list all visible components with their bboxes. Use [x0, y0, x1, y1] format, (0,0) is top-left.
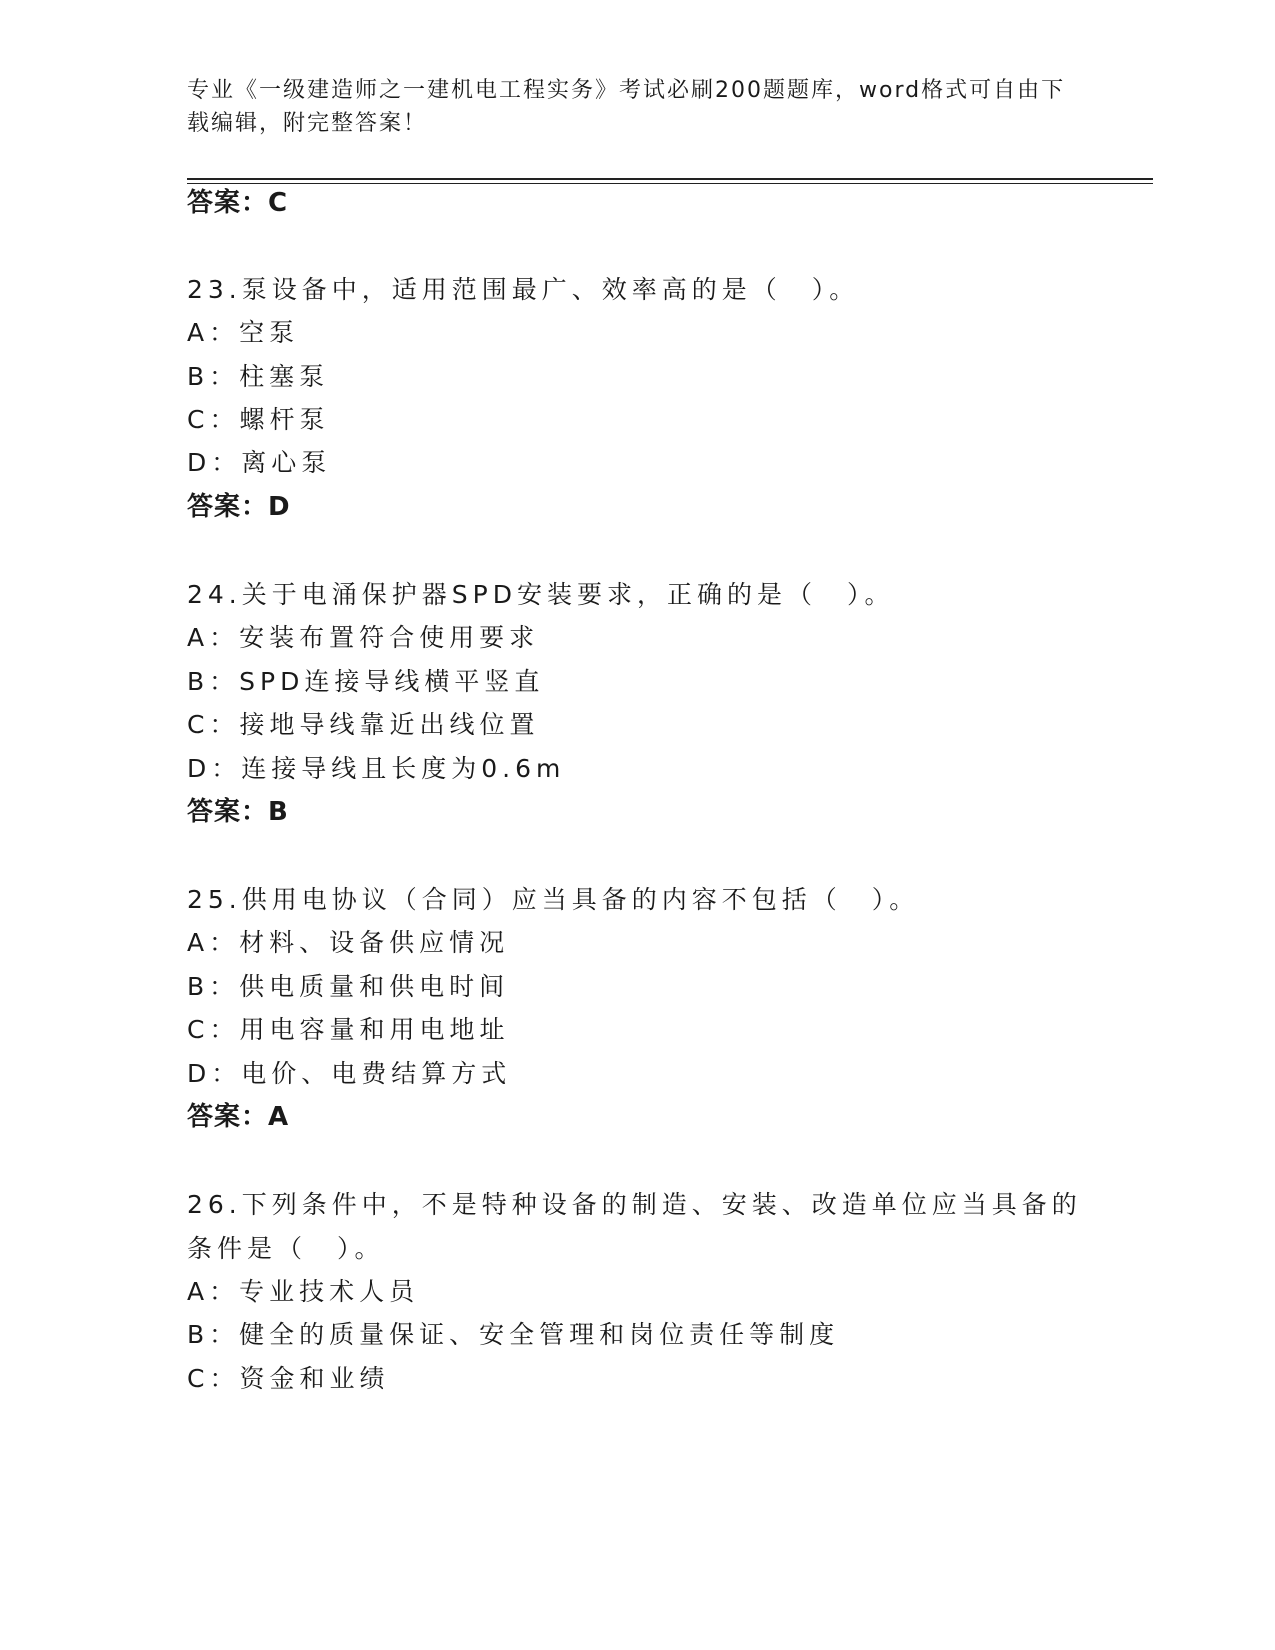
option-c: C：资金和业绩	[187, 1364, 390, 1393]
question-stem: 25.供用电协议（合同）应当具备的内容不包括（ ）。	[187, 885, 920, 914]
option-c: C：螺杆泵	[187, 405, 330, 434]
option-a: A：材料、设备供应情况	[187, 928, 510, 957]
option-d: D：离心泵	[187, 448, 332, 477]
option-a: A：专业技术人员	[187, 1277, 420, 1306]
option-b: B：健全的质量保证、安全管理和岗位责任等制度	[187, 1320, 840, 1349]
option-b: B：供电质量和供电时间	[187, 972, 510, 1001]
option-b: B：SPD连接导线横平竖直	[187, 667, 545, 696]
option-c: C：用电容量和用电地址	[187, 1015, 510, 1044]
header-divider	[187, 178, 1153, 180]
option-b: B：柱塞泵	[187, 362, 330, 391]
answer-line: 答案：D	[187, 492, 291, 522]
document-header: 专业《一级建造师之一建机电工程实务》考试必刷200题题库，word格式可自由下载编辑，附完整答案！	[187, 78, 1066, 136]
header-divider-thin	[187, 183, 1153, 184]
option-a: A：安装布置符合使用要求	[187, 623, 540, 652]
answer-line: 答案：A	[187, 1102, 290, 1132]
option-c: C：接地导线靠近出线位置	[187, 710, 540, 739]
option-a: A：空泵	[187, 318, 300, 347]
answer-line: 答案：B	[187, 797, 289, 827]
question-stem: 23.泵设备中，适用范围最广、效率高的是（ ）。	[187, 275, 860, 304]
question-stem: 24.关于电涌保护器SPD安装要求，正确的是（ ）。	[187, 580, 895, 609]
option-d: D：电价、电费结算方式	[187, 1059, 512, 1088]
option-d: D：连接导线且长度为0.6m	[187, 754, 566, 783]
answer-line: 答案：C	[187, 188, 289, 218]
question-stem: 26.下列条件中，不是特种设备的制造、安装、改造单位应当具备的条件是（ ）。	[187, 1190, 1082, 1263]
